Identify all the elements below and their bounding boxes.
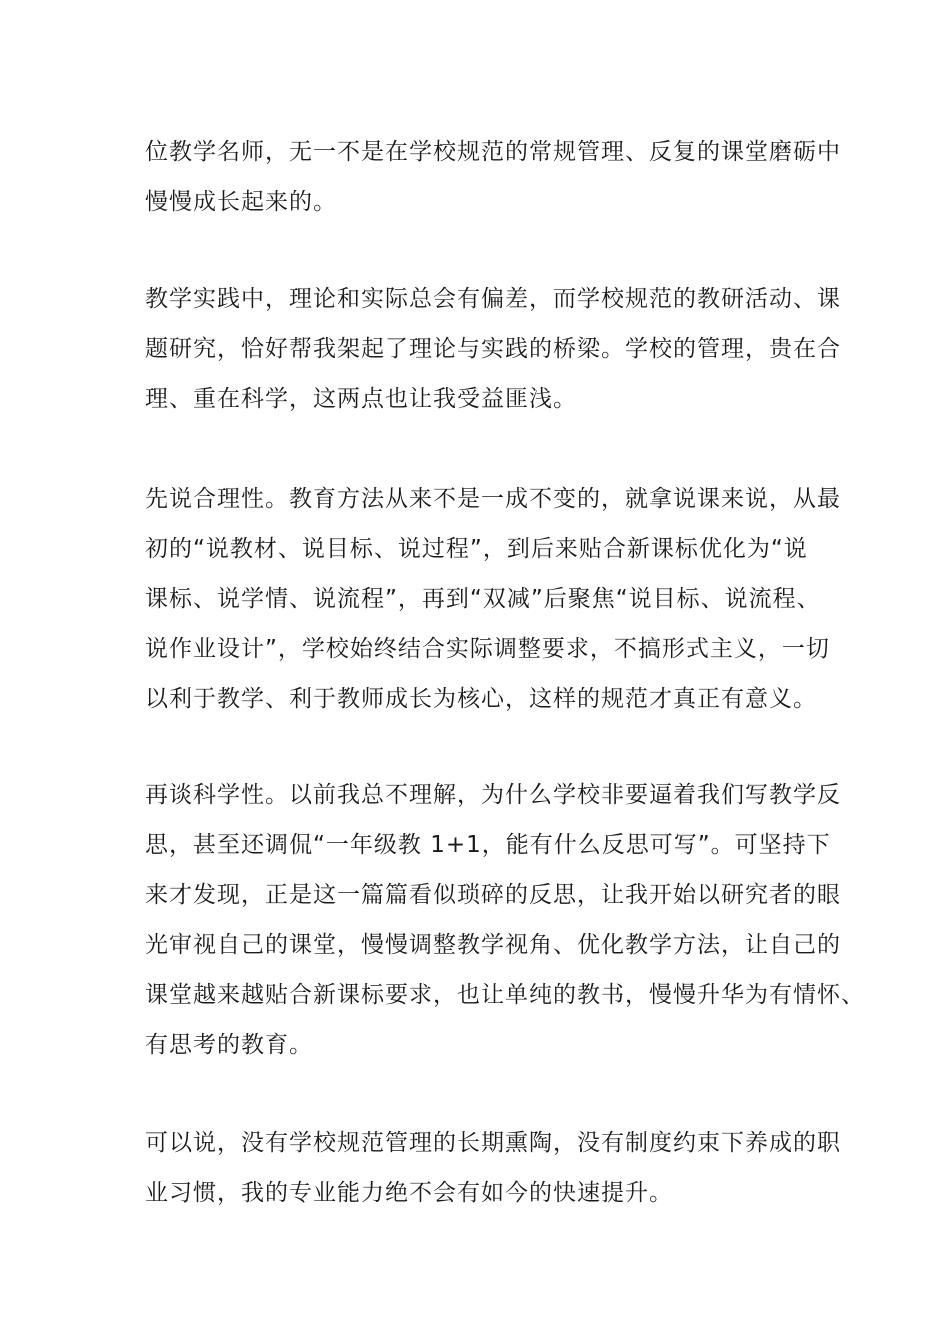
- text-line: 教学实践中，理论和实际总会有偏差，而学校规范的教研活动、课: [145, 286, 841, 312]
- text-line: 以利于教学、利于教师成长为核心，这样的规范才真正有意义。: [145, 686, 817, 712]
- text-line: 来才发现，正是这一篇篇看似琐碎的反思，让我开始以研究者的眼: [145, 882, 841, 908]
- text-line: 位教学名师，无一不是在学校规范的常规管理、反复的课堂磨砺中: [145, 139, 841, 165]
- text-line: 再谈科学性。以前我总不理解，为什么学校非要逼着我们写教学反: [145, 782, 841, 808]
- text-line: 慢慢成长起来的。: [145, 189, 337, 215]
- text-line: 光审视自己的课堂，慢慢调整教学视角、优化教学方法，让自己的: [145, 932, 841, 958]
- text-line: 先说合理性。教育方法从来不是一成不变的，就拿说课来说，从最: [145, 486, 841, 512]
- paragraph-2: [145, 274, 841, 424]
- paragraph-4: [145, 770, 865, 1070]
- text-line: 思，甚至还调侃“一年级教 1+1，能有什么反思可写”。可坚持下: [145, 832, 831, 858]
- text-line: 有思考的教育。: [145, 1032, 313, 1058]
- text-line: 说作业设计”，学校始终结合实际调整要求，不搞形式主义，一切: [145, 636, 830, 662]
- paragraph-5: [145, 1118, 841, 1218]
- text-line: 理、重在科学，这两点也让我受益匪浅。: [145, 386, 577, 412]
- paragraph-1: [145, 127, 841, 227]
- text-line: 初的“说教材、说目标、说过程”，到后来贴合新课标优化为“说: [145, 536, 808, 562]
- text-line: 题研究，恰好帮我架起了理论与实践的桥梁。学校的管理，贵在合: [145, 336, 841, 362]
- text-line: 业习惯，我的专业能力绝不会有如今的快速提升。: [145, 1180, 673, 1206]
- text-line: 课标、说学情、说流程”，再到“双减”后聚焦“说目标、说流程、: [145, 586, 821, 612]
- text-line: 可以说，没有学校规范管理的长期熏陶，没有制度约束下养成的职: [145, 1130, 841, 1156]
- paragraph-3: [145, 474, 841, 724]
- text-line: 课堂越来越贴合新课标要求，也让单纯的教书，慢慢升华为有情怀、: [145, 982, 865, 1008]
